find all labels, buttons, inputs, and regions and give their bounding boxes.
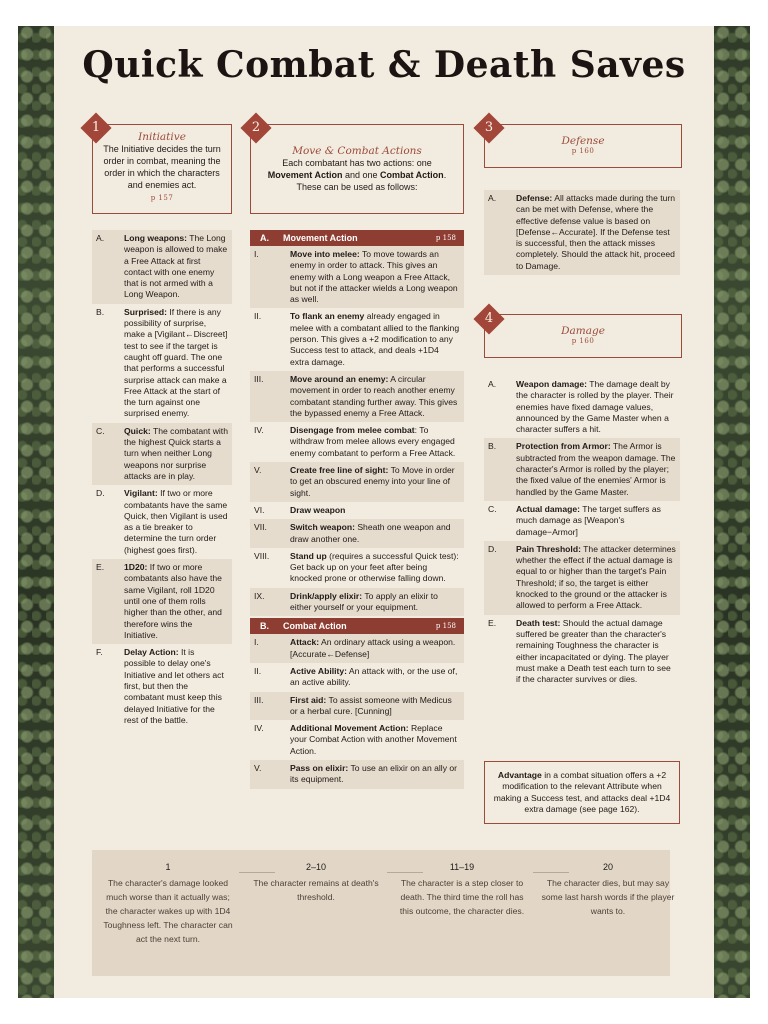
row-text xyxy=(290,763,464,786)
row-description: A circular movement in order to reach another enemy combatant standing further away. This gives the bypassed enemy a Free Attack. xyxy=(290,373,458,418)
death-roll-value: 20 xyxy=(602,862,613,872)
row-key: IV. xyxy=(254,425,264,436)
dmg-row xyxy=(484,615,680,689)
combat-list xyxy=(250,634,464,788)
movement-bar-ref: p 158 xyxy=(435,234,456,242)
row-key: IV. xyxy=(254,723,264,734)
page-title: Quick Combat & Death Saves xyxy=(82,44,686,86)
row-text xyxy=(124,426,232,482)
row-description: To Move in order to get an obscured enemy into your line of sight. xyxy=(290,465,455,498)
row-text xyxy=(290,249,464,305)
row-text xyxy=(290,666,464,689)
initiative-text: The Initiative decides the turn order in combat, meaning the order in which the characters and enemies act. xyxy=(103,144,221,190)
row-label: Switch weapon: xyxy=(290,522,355,533)
row-description: Sheath one weapon and draw another one. xyxy=(290,522,451,544)
row-text xyxy=(516,193,680,272)
row-description: The damage dealt by the character is rolled by the player. Their enemies have fixed damage values, announced by the Game Master when a character suffers a hit. xyxy=(516,379,674,435)
row-key: F. xyxy=(96,647,103,658)
actions-text-post: . These can be used as follows: xyxy=(296,170,447,192)
row-label: Death test: xyxy=(516,617,561,628)
init-row xyxy=(92,423,232,485)
combat-bar-ref: p 158 xyxy=(435,622,456,631)
row-text xyxy=(124,562,232,641)
row-label: Disengage from melee combat xyxy=(290,425,415,436)
row-key: IX. xyxy=(254,590,265,601)
row-label: Drink/apply elixir: xyxy=(290,590,363,601)
row-description: To apply an elixir to either yourself or your equipment. xyxy=(290,590,438,613)
advantage-box xyxy=(484,761,680,824)
combat-row xyxy=(250,720,464,760)
row-key: B. xyxy=(96,306,105,317)
row-text xyxy=(290,695,464,718)
row-label: Protection from Armor: xyxy=(516,441,611,452)
init-row xyxy=(92,644,232,729)
row-label: Quick: xyxy=(124,425,151,436)
death-test-column xyxy=(394,860,530,918)
row-description: It is possible to delay one's Initiative and let others act first, but then the combatant must keep this delayed Initiative for the rest of the battle. xyxy=(124,647,224,725)
row-description: To move towards an enemy in order to attack. This gives an enemy with a Long weapon a Free Attack, but not if the attacker wields a Long weapon as well. xyxy=(290,249,458,305)
move-row xyxy=(250,502,464,519)
row-label: Vigilant: xyxy=(124,488,158,499)
row-description: : To withdraw from melee allows every engaged enemy combatant to perform a Free Attack. xyxy=(290,425,456,458)
row-key: II. xyxy=(254,665,262,676)
movement-bar-key: A. xyxy=(260,233,269,243)
row-key: I. xyxy=(254,637,259,648)
row-text xyxy=(290,591,464,614)
row-key: VI. xyxy=(254,504,265,515)
row-text xyxy=(124,488,232,556)
row-text xyxy=(124,647,232,726)
row-text xyxy=(290,522,464,545)
dmg-row xyxy=(484,501,680,541)
defense-page-ref: p 160 xyxy=(571,147,595,155)
death-roll-outcome: The character is a step closer to death. The third time the roll has this outcome, the character dies. xyxy=(399,878,525,916)
row-key: A. xyxy=(96,233,105,243)
row-key: VIII. xyxy=(254,550,270,561)
dmg-row xyxy=(484,541,680,615)
row-label: Create free line of sight: xyxy=(290,465,389,476)
row-description: To assist someone with Medicus or a herbal cure. [Cunning] xyxy=(290,694,452,716)
row-key: E. xyxy=(488,617,497,628)
row-description: Should the actual damage suffered be greater than the character's remaining Toughness the character is either incapacitated or dying. The player must make a Death test each turn to see if the character survives or dies. xyxy=(516,617,671,685)
row-label: Weapon damage: xyxy=(516,379,587,389)
combat-row xyxy=(250,663,464,692)
row-description: The target suffers as much damage as [Weapon's damage−Armor] xyxy=(516,503,661,537)
damage-page-ref: p 160 xyxy=(571,337,595,345)
row-description: The Long weapon is allowed to make a Free Attack at first contact with one enemy that is not armed with a Long Weapon. xyxy=(124,233,228,300)
step-4-number: 4 xyxy=(484,311,494,326)
damage-box xyxy=(484,314,682,358)
row-description: The attacker determines whether the effect if the actual damage is equal to or higher than the target's Pain Threshold; if so, the target is either knocked to the ground or the attacker is allowed to perform a Free Attack. xyxy=(516,543,676,611)
row-label: Pain Threshold: xyxy=(516,543,581,554)
row-key: D. xyxy=(488,543,497,554)
combat-row xyxy=(250,760,464,789)
damage-title: Damage xyxy=(561,325,605,337)
def-row xyxy=(484,190,680,275)
death-test-column xyxy=(540,860,676,918)
row-key: B. xyxy=(488,441,497,452)
row-text xyxy=(124,233,232,301)
actions-text-movement: Movement Action xyxy=(267,170,343,180)
row-label: Move into melee: xyxy=(290,249,360,259)
death-roll-value: 11–19 xyxy=(449,862,475,872)
actions-text-combat: Combat Action xyxy=(380,170,444,180)
defense-list xyxy=(484,190,680,275)
move-row xyxy=(250,548,464,588)
row-text xyxy=(290,311,464,367)
row-label: Attack: xyxy=(290,637,320,648)
row-key: A. xyxy=(488,193,497,203)
row-label: First aid: xyxy=(290,694,327,705)
row-key: A. xyxy=(488,379,497,389)
row-description: If two or more combatants have the same Quick, then Vigilant is used as a tie breaker to determine the turn order (highest goes first). xyxy=(124,488,228,555)
death-roll-outcome: The character remains at death's threshold. xyxy=(253,878,379,902)
row-key: E. xyxy=(96,562,105,573)
row-key: D. xyxy=(96,488,105,499)
death-test-column xyxy=(100,860,236,946)
right-ornamental-border xyxy=(714,26,750,998)
death-roll-outcome: The character's damage looked much worse than it actually was; the character wakes up with 1D4 Toughness left. The character can act the next turn. xyxy=(103,878,233,944)
row-text xyxy=(290,723,464,757)
row-description: If two or more combatants also have the same Vigilant, roll 1D20 until one of them rolls higher than the other, and therefore wins the Initiative. xyxy=(124,562,222,640)
row-key: III. xyxy=(254,373,264,384)
death-roll-outcome: The character dies, but may say some last harsh words if the player wants to. xyxy=(541,878,675,916)
row-label: Surprised: xyxy=(124,306,167,317)
row-label: Active Ability: xyxy=(290,665,347,676)
movement-action-bar xyxy=(250,230,464,246)
move-row xyxy=(250,462,464,502)
advantage-label: Advantage xyxy=(497,770,542,780)
move-row xyxy=(250,422,464,462)
step-3-number: 3 xyxy=(484,120,494,135)
row-description: An ordinary attack using a weapon. [Accurate←Defense] xyxy=(290,637,456,659)
move-row xyxy=(250,519,464,548)
left-ornamental-border xyxy=(18,26,54,998)
death-roll-value: 1 xyxy=(165,862,171,872)
movement-bar-label: Movement Action xyxy=(283,233,358,243)
row-text xyxy=(290,374,464,419)
row-text xyxy=(290,505,464,516)
row-label: 1D20: xyxy=(124,562,148,573)
movement-list xyxy=(250,246,464,616)
init-row xyxy=(92,304,232,423)
step-2-number: 2 xyxy=(251,120,261,135)
row-text xyxy=(290,465,464,499)
row-key: VII. xyxy=(254,522,267,533)
init-row xyxy=(92,559,232,644)
dmg-row xyxy=(484,376,680,438)
row-description: An attack with, or the use of, an active ability. xyxy=(290,665,458,688)
dmg-row xyxy=(484,438,680,500)
move-row xyxy=(250,308,464,370)
row-text xyxy=(124,307,232,420)
combat-row xyxy=(250,692,464,721)
initiative-title: Initiative xyxy=(138,131,186,143)
row-key: III. xyxy=(254,694,264,705)
row-text xyxy=(290,551,464,585)
row-description: Replace your Combat Action with another Movement Action. xyxy=(290,723,457,756)
row-description: already engaged in melee with a combatant allied to the flanking person. This gives a +2 modification to any Success test to attack, and deals +1D4 extra damage. xyxy=(290,311,460,367)
defense-title: Defense xyxy=(561,135,605,147)
actions-column xyxy=(250,230,464,789)
row-text xyxy=(516,504,680,538)
row-label: Delay Action: xyxy=(124,647,179,658)
defense-box xyxy=(484,124,682,168)
row-label: Move around an enemy: xyxy=(290,373,389,384)
row-label: Pass on elixir: xyxy=(290,762,349,773)
death-test-column xyxy=(248,860,384,904)
init-row xyxy=(92,485,232,559)
row-description: The Armor is subtracted from the weapon damage. The character's Armor is rolled by the player; the fixed value of the enemies' Armor is handled by the Game Master. xyxy=(516,441,676,497)
row-description: The combatant with the highest Quick starts a turn when neither Long weapons nor surprise attacks are in play. xyxy=(124,425,228,481)
row-key: V. xyxy=(254,762,262,773)
row-text xyxy=(290,425,464,459)
row-text xyxy=(516,379,680,435)
row-label: Draw weapon xyxy=(290,504,346,515)
row-description: All attacks made during the turn can be met with Defense, where the effective defense value is based on [Defense←Accurate]. If the Defense test is successful, then the attack misses completely. Should the attack hit, proceed to Damage. xyxy=(516,193,676,271)
row-key: I. xyxy=(254,249,259,259)
row-description: If there is any possibility of surprise, make a [Vigilant←Discreet] test to see if the target is caught off guard. The one that performs a successful surprise attack can make a Free Attack at the start of the turn against one surprised enemy. xyxy=(124,306,228,419)
row-label: Actual damage: xyxy=(516,503,580,514)
row-label: Additional Movement Action: xyxy=(290,723,409,734)
row-label: Stand up xyxy=(290,550,327,561)
actions-text-pre: Each combatant has two actions: one xyxy=(282,158,432,168)
row-text xyxy=(516,441,680,497)
combat-row xyxy=(250,634,464,663)
row-text xyxy=(516,544,680,612)
row-text xyxy=(516,618,680,686)
row-key: C. xyxy=(96,425,105,436)
combat-bar-label: Combat Action xyxy=(283,621,347,632)
row-key: V. xyxy=(254,465,262,476)
move-row xyxy=(250,246,464,308)
row-description: (requires a successful Quick test): Get back up on your feet after being knocked prone or otherwise falling down. xyxy=(290,550,459,584)
row-label: Long weapons: xyxy=(124,233,188,243)
step-1-number: 1 xyxy=(91,120,101,135)
damage-list xyxy=(484,376,680,688)
actions-box xyxy=(250,124,464,214)
actions-text xyxy=(251,157,463,193)
init-row xyxy=(92,230,232,304)
combat-bar-key: B. xyxy=(260,621,269,632)
death-roll-value: 2–10 xyxy=(305,862,327,872)
initiative-list xyxy=(92,230,232,729)
actions-title: Move & Combat Actions xyxy=(292,145,422,157)
initiative-box xyxy=(92,124,232,214)
row-description: To use an elixir on an ally or its equipment. xyxy=(290,762,458,785)
move-row xyxy=(250,371,464,422)
row-text xyxy=(290,637,464,660)
advantage-text: in a combat situation offers a +2 modification to the relevant Attribute when making a Success test, and attacks deal +1D4 extra damage (see page 162). xyxy=(493,770,671,814)
combat-action-bar xyxy=(250,618,464,634)
actions-text-and: and one xyxy=(342,170,381,180)
row-key: C. xyxy=(488,503,497,514)
move-row xyxy=(250,588,464,617)
row-key: II. xyxy=(254,311,262,322)
row-label: Defense: xyxy=(516,193,553,203)
initiative-page-ref: p 157 xyxy=(150,194,174,202)
row-label: To flank an enemy xyxy=(290,311,365,322)
